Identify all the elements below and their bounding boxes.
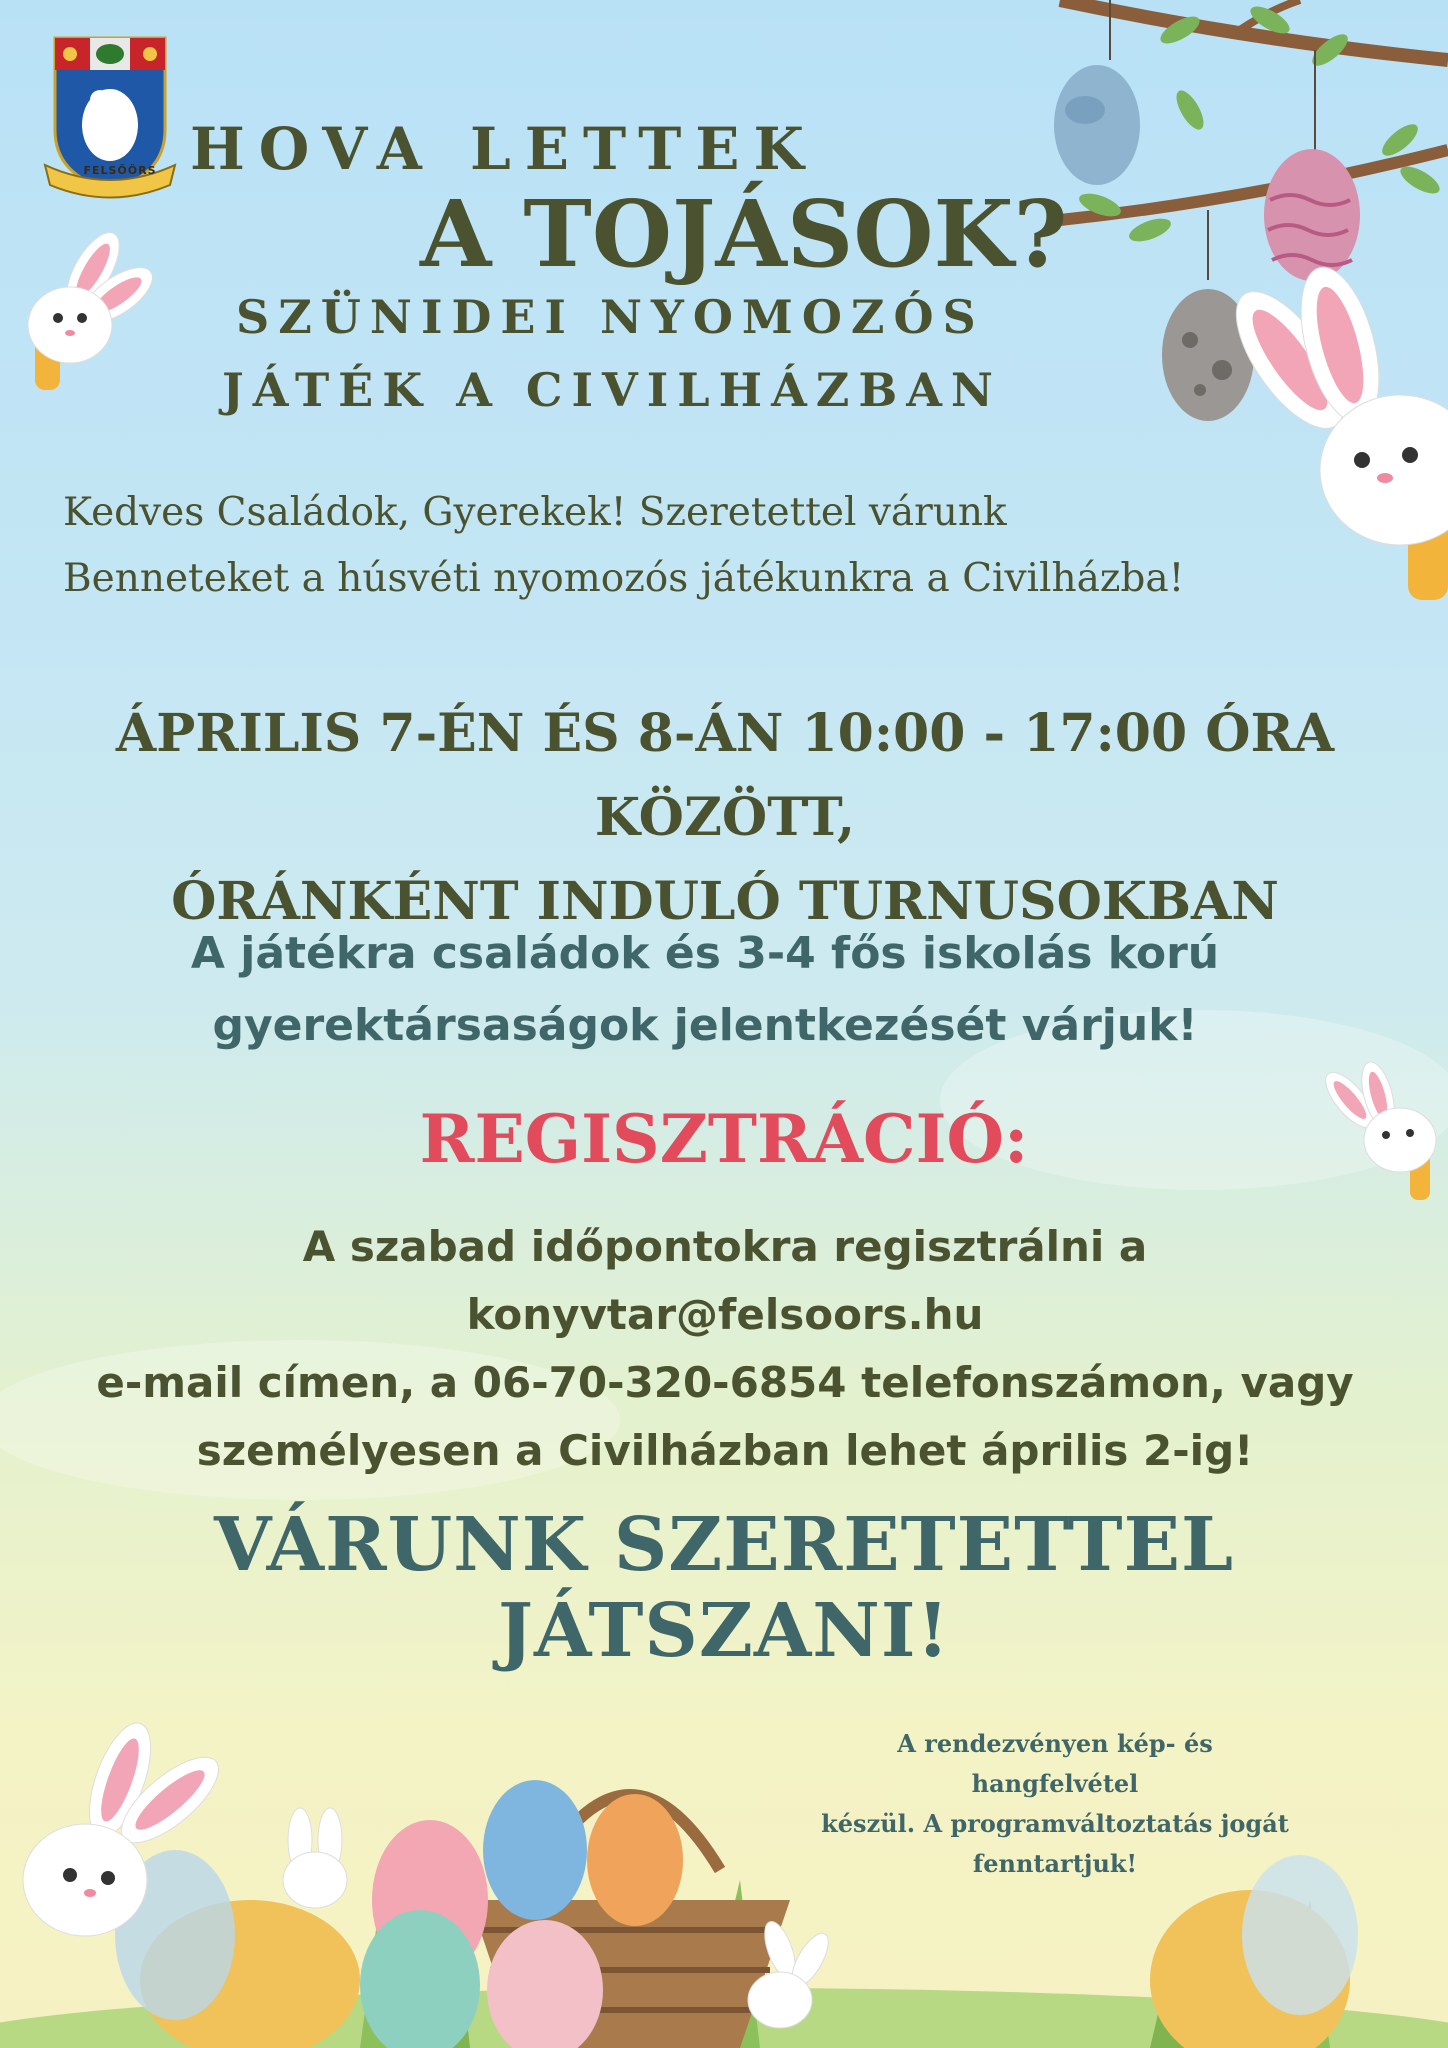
subtitle-line-2: JÁTÉK A CIVILHÁZBAN [222,363,1002,417]
intro-line-2: Benneteket a húsvéti nyomozós játékunkra a Civilházba! [63,556,1185,601]
hanging-pink-egg-icon [1264,50,1360,281]
intro-paragraph [63,480,1343,612]
notice-line-1: A rendezvényen kép- és hangfelvétel [897,1729,1213,1798]
title-line-1: HOVA LETTEK [190,115,818,183]
schedule-line-1: ÁPRILIS 7-ÉN ÉS 8-ÁN 10:00 - 17:00 ÓRA KÖZÖTT, [115,703,1335,848]
hanging-blue-egg-icon [1054,0,1140,185]
intro-line-1: Kedves Családok, Gyerekek! Szeretettel várunk [63,490,1007,535]
registration-heading: REGISZTRÁCIÓ: [419,1100,1029,1178]
notice-line-3: fenntartjuk! [972,1849,1138,1878]
registration-line-3: személyesen a Civilházban lehet április 2-ig! [196,1426,1254,1475]
bunny-peeking-left-icon [28,225,161,390]
schedule-block [40,692,1410,944]
registration-line-1: A szabad időpontokra regisztrálni a konyvtar@felsoors.hu [302,1222,1148,1339]
closing-headline: VÁRUNK SZERETETTEL JÁTSZANI! [214,1502,1234,1674]
audience-block [150,918,1260,1062]
registration-line-2: e-mail címen, a 06-70-320-6854 telefonszámon, vagy [96,1358,1354,1407]
title-line-2: A TOJÁSOK? [420,180,1068,288]
crest-banner-text: FELSŐÖRS [83,164,157,177]
recording-notice [815,1724,1295,1884]
notice-line-2: készül. A programváltoztatás jogát [821,1809,1289,1838]
registration-text [40,1213,1410,1485]
schedule-line-2: ÓRÁNKÉNT INDULÓ TURNUSOKBAN [171,871,1279,932]
subtitle-line-1: SZÜNIDEI NYOMOZÓS [236,290,985,344]
audience-line-1: A játékra családok és 3-4 fős iskolás korú [190,928,1220,979]
audience-line-2: gyerektársaságok jelentkezését várjuk! [212,1000,1198,1051]
